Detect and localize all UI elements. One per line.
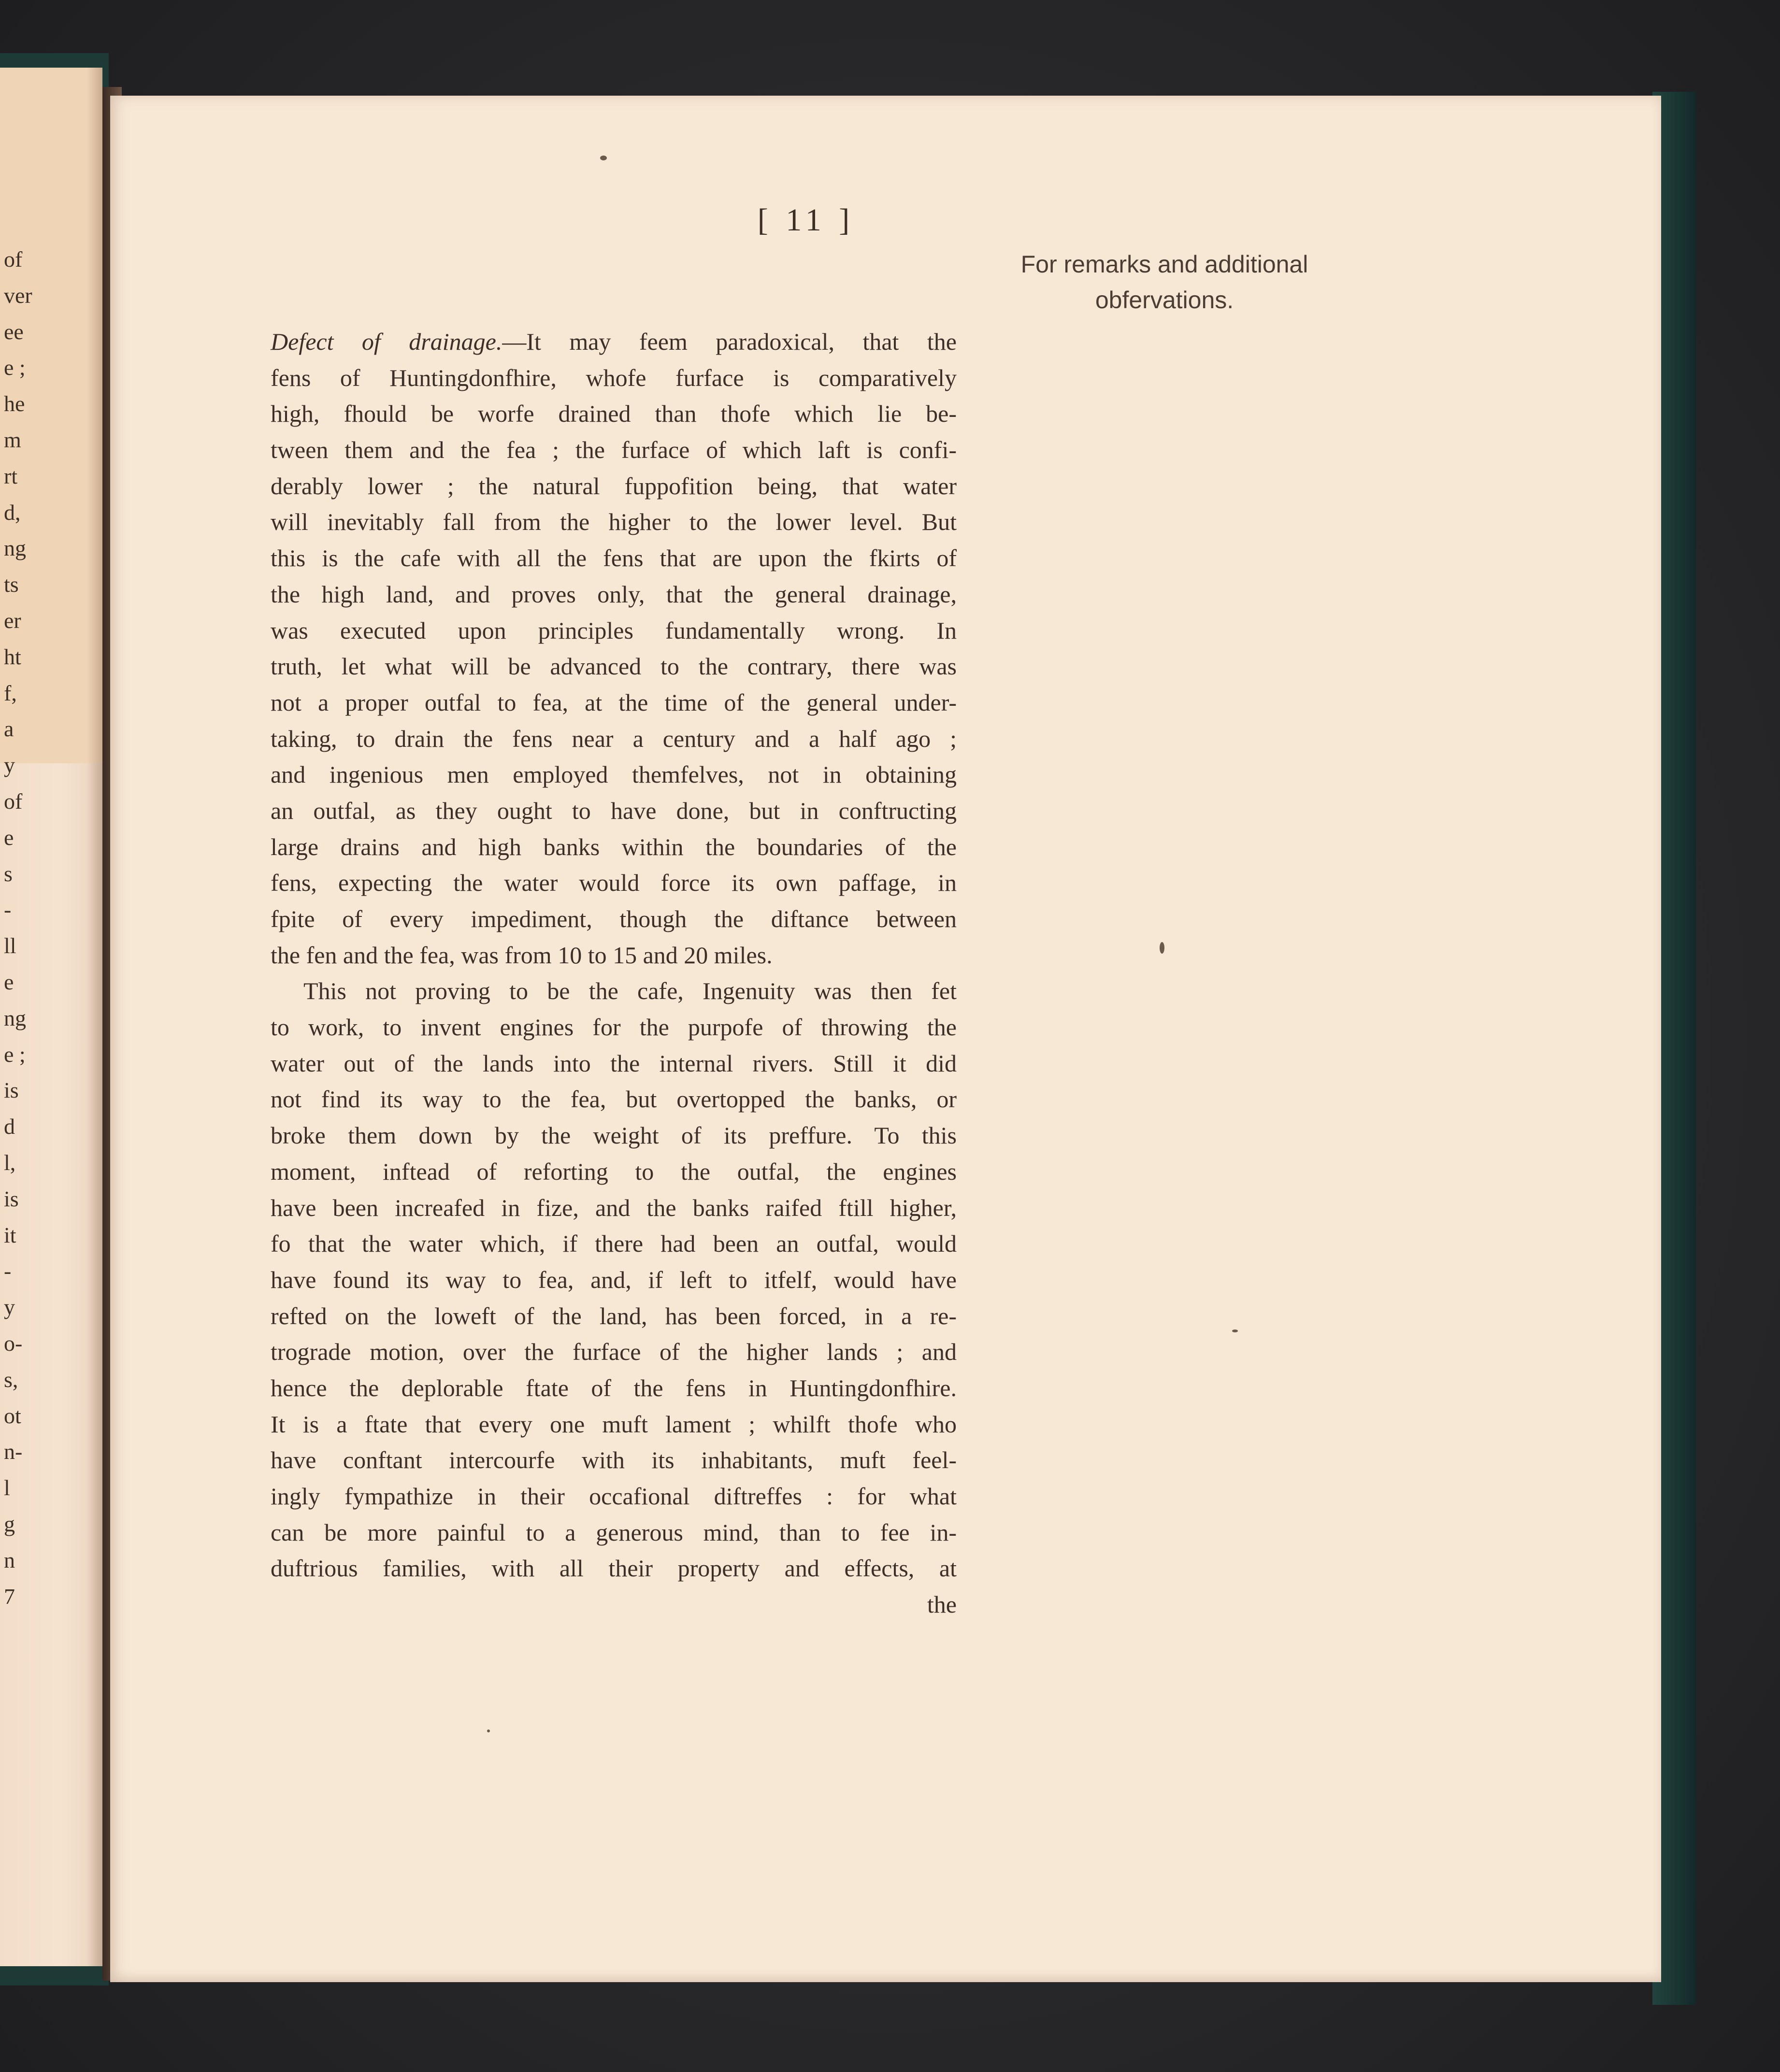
facing-page-fragment: e (4, 825, 14, 850)
text-line: have conftant intercourfe with its inhabitants, muft feel- (271, 1446, 957, 1474)
text-line: fo that the water which, if there had been an outfal, would (271, 1230, 957, 1257)
text-line: fens, expecting the water would force its own paffage, in (271, 869, 957, 897)
facing-page-fragment: e ; (4, 355, 26, 380)
facing-page-fragment: it (4, 1222, 16, 1247)
facing-page-fragment: l, (4, 1150, 16, 1175)
text-line: duftrious families, with all their property and effects, at (271, 1555, 957, 1582)
text-line: refted on the loweft of the land, has been forced, in a re- (271, 1302, 957, 1329)
text-line: this is the cafe with all the fens that are upon the fkirts of (271, 544, 957, 572)
facing-page-fragment: y (4, 1295, 15, 1320)
facing-page-fragment: l (4, 1475, 10, 1500)
facing-page-fragment: he (4, 391, 25, 416)
facing-page-fragment: o- (4, 1331, 23, 1356)
facing-page-fragment: is (4, 1078, 19, 1103)
facing-page-fragment: d, (4, 500, 21, 525)
facing-page-fragment: y (4, 753, 15, 778)
facing-page-fragment: n (4, 1547, 15, 1572)
text-line: will inevitably fall from the higher to the lower level. But (271, 508, 957, 536)
text-line: derably lower ; the natural fuppofition being, that water (271, 472, 957, 500)
margin-note-line-1: For remarks and additional (1020, 251, 1308, 278)
text-line: ingly fympathize in their occafional diftreffes : for what (271, 1483, 957, 1510)
facing-page-fragment: s (4, 861, 13, 886)
facing-page-fragment: m (4, 428, 21, 452)
text-line: water out of the lands into the internal rivers. Still it did (271, 1049, 957, 1077)
facing-page-fragment: ver (4, 283, 32, 308)
body-text (271, 324, 957, 1623)
text-line: fpite of every impediment, though the diftance between (271, 905, 957, 932)
facing-page-fragment: a (4, 716, 14, 742)
text-line: hence the deplorable ftate of the fens in Huntingdonfhire. (271, 1374, 957, 1401)
text-line: have found its way to fea, and, if left to itfelf, would have (271, 1266, 957, 1293)
text-line: —It may feem paradoxical, that the (502, 328, 957, 355)
paper-speck (1232, 1329, 1238, 1332)
facing-page-fragment: ll (4, 933, 16, 958)
facing-page-fragment: n- (4, 1439, 23, 1464)
text-line: was executed upon principles fundamentally wrong. In (271, 616, 957, 644)
text-line: moment, inftead of reforting to the outfal, the engines (271, 1157, 957, 1185)
text-line-first (271, 324, 957, 360)
text-line: large drains and high banks within the boundaries of the (271, 833, 957, 860)
text-line: taking, to drain the fens near a century and a half ago ; (271, 725, 957, 752)
paper-speck (1160, 942, 1164, 954)
margin-note (1000, 246, 1329, 318)
facing-page-fragment: er (4, 608, 21, 633)
text-line: It is a ftate that every one muft lament ; whilft thofe who (271, 1410, 957, 1438)
text-line: high, fhould be worfe drained than thofe which lie be- (271, 400, 957, 428)
text-line: broke them down by the weight of its preffure. To this (271, 1122, 957, 1149)
facing-page-edge (0, 68, 102, 1966)
text-line: tween them and the fea ; the furface of which laft is confi- (271, 436, 957, 464)
paper-speck (600, 156, 607, 160)
facing-page-fragment: d (4, 1114, 15, 1139)
facing-page-fragment: 7 (4, 1584, 15, 1609)
facing-page-fragment: - (4, 1258, 12, 1284)
facing-page-fragment: is (4, 1186, 19, 1211)
facing-page-fragment: ts (4, 572, 19, 597)
facing-page-fragment: of (4, 247, 23, 272)
text-line: and ingenious men employed themfelves, not in obtaining (271, 761, 957, 788)
text-line: This not proving to be the cafe, Ingenuity was then fet (303, 977, 957, 1005)
facing-page-fragment: ot (4, 1403, 21, 1428)
facing-page-fragment: s, (4, 1367, 18, 1392)
facing-page-fragment: g (4, 1512, 15, 1536)
paper-speck (487, 1729, 490, 1732)
facing-page-fragment: of (4, 789, 23, 814)
margin-note-line-2: obfervations. (1095, 286, 1234, 314)
facing-page-fragment: - (4, 897, 12, 922)
text-line: have been increafed in fize, and the banks raifed ftill higher, (271, 1194, 957, 1221)
facing-page-fragment: ng (4, 1005, 26, 1030)
text-line: not a proper outfal to fea, at the time of the general under- (271, 688, 957, 716)
facing-page-fragment: e ; (4, 1042, 26, 1067)
facing-page-fragment: ee (4, 319, 24, 344)
facing-page-fragment: ng (4, 536, 26, 561)
catchword: the (927, 1591, 957, 1618)
text-line: the fen and the fea, was from 10 to 15 and 20 miles. (271, 941, 773, 969)
text-line: an outfal, as they ought to have done, but in conftructing (271, 797, 957, 824)
text-line: can be more painful to a generous mind, than to fee in- (271, 1518, 957, 1546)
facing-page-fragment: e (4, 970, 14, 994)
facing-page-shadow (87, 68, 102, 1966)
facing-page-fragment: rt (4, 463, 18, 488)
facing-page-fragment: ht (4, 644, 21, 669)
page-number-header: [ 11 ] (757, 202, 855, 238)
section-heading: Defect of drainage. (271, 328, 502, 355)
text-line: not find its way to the fea, but overtopped the banks, or (271, 1086, 957, 1113)
text-line: to work, to invent engines for the purpofe of throwing the (271, 1014, 957, 1041)
facing-page-fragment: f, (4, 680, 17, 705)
text-line: the high land, and proves only, that the general drainage, (271, 580, 957, 608)
text-line: fens of Huntingdonfhire, whofe furface is comparatively (271, 364, 957, 391)
text-line: truth, let what will be advanced to the contrary, there was (271, 653, 957, 680)
text-line: trograde motion, over the furface of the higher lands ; and (271, 1338, 957, 1366)
